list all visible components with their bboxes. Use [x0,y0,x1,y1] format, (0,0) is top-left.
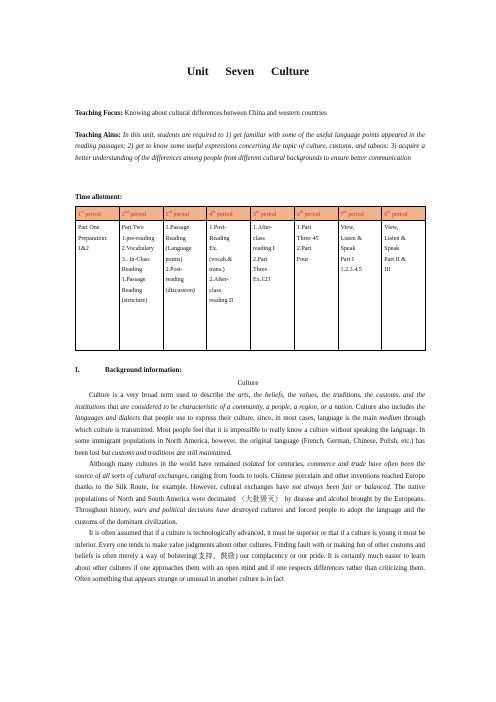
period-word: period [302,212,321,219]
text-run: isolated [242,461,265,468]
period-suffix: th [387,209,391,214]
text-run: , ranging from foods to tools. Chinese porcelain and other inventions reached Europe thanks to the Silk Route, for example. However, cultural exchanges have [75,472,425,491]
teaching-focus [75,108,425,119]
text-run: not always been fair or balanced [292,484,390,491]
paragraph [75,459,425,528]
period-word: period [259,212,277,219]
text-run: . Culture also includes [351,403,417,411]
period-header-2 [119,207,163,221]
text-run: medium [379,415,402,422]
culture-subheading: Culture [237,379,259,387]
text-run: Although many cultures in the world have remained [89,461,243,468]
period-number: 2 [121,212,125,219]
section-number: I. [75,366,80,374]
teaching-aims [75,130,425,164]
period-number: 1 [78,212,82,219]
period-header-7 [338,207,382,221]
period-header-3 [163,207,207,221]
period-word: period [390,212,408,219]
period-header-5 [251,207,295,221]
text-run: It is often assumed that if a culture is technologically advanced, it must be superior or that if a culture is young it must be inferior. Every one tends to make value judgments about other cultures. Finding fault with or making fun of other customs and beliefs is often merely a way of bolstering(支持、鼓励) our complacency or our pride. It is certainly much easier to learn about other cultures if one approaches them with an open mind and if one respects differences rather than criticizing them. Often something that appears strange or unusual in another culture is in fact [75,530,425,583]
period-content-4: 1.Post- Reading Ex. (vocab.& trans.) 2.After- class reading II [207,221,251,351]
text-run: the arts, the beliefs, the values, the traditions, the customs, and the institutions that are considered to be characteristic of a community, a people, a region, or a nation [75,392,425,411]
period-content-6: 1.Part Three 45 2.Part Four [294,221,338,351]
period-content-7: View, Listen & Speak Part I 1.2.3.4.5 [338,221,382,351]
period-suffix: th [256,209,260,214]
period-header-8 [382,207,426,221]
period-word: period [128,212,146,219]
teaching-aims-label: Teaching Aims: [75,132,121,139]
text-run: for centuries, [264,461,308,468]
period-number: 6 [296,212,300,219]
period-suffix: th [299,209,303,214]
period-number: 4 [209,212,213,219]
period-word: period [171,212,189,219]
period-number: 3 [165,212,169,219]
period-word: period [346,212,364,219]
period-content-1: Part One Preparation: 1&2 [76,221,120,351]
text-run: that people use to express their culture, since, in most cases, language is the main [140,415,380,422]
text-run: but customs and traditions are still maintained. [101,449,232,457]
teaching-aims-text: In this unit, students are required to 1) get familiar with some of the useful language points appeared in the reading passages; 2) get to know some useful expressions concerning the topic of culture, customs, and taboos; 3) acquire a better understanding of the differences among people from different cultural backgrounds to ensure better communication [75,132,426,162]
section-label: Background information: [105,366,182,374]
period-content-3: 1.Passage Reading (Language points) 2.Post- reading (discussion) [163,221,207,351]
text-run: the languages and dialects [75,403,425,422]
text-run: Culture is a very broad term used to describe [89,392,227,399]
teaching-focus-text: Knowing about cultural differences between China and western countries [122,110,327,117]
text-run: . The native populations of North and South America were decimated （大批毁灭） by disease and alcohol brought by the Europeans. Throughout history, [75,484,426,514]
period-number: 8 [384,212,388,219]
period-header-4 [207,207,251,221]
background-text [75,390,425,586]
text-run: and forced people to adopt the language and the customs of the dominant civilization. [75,507,425,526]
period-word: period [215,212,233,219]
period-suffix: th [212,209,216,214]
period-number: 7 [340,212,344,219]
period-header-1 [76,207,120,221]
period-suffix: st [81,209,84,214]
period-content-8: View, Listen & Speak Part II & III [382,221,426,351]
period-suffix: nd [124,209,129,214]
unit-title: Unit Seven Culture [186,66,310,78]
teaching-focus-label: Teaching Focus: [75,110,123,117]
text-run: wars and political decisions have destroyed cultures [133,507,283,514]
period-content-5: 1.After- class reading I 2.Part Three Ex.123 [251,221,295,351]
section-heading [75,366,182,374]
text-run: through which culture is transmitted. Most people feel that it is impossible to really know a culture without speaking the language. In some immigrant populations in North America, however, the original language (French, German, Chinese, Polish, etc.) has been lost [75,415,425,457]
period-word: period [83,212,101,219]
paragraph [75,528,425,586]
time-allotment-label: Time allotment: [75,194,123,201]
period-header-6 [294,207,338,221]
period-suffix: rd [168,209,172,214]
paragraph [75,390,425,459]
time-allotment-table [75,206,426,351]
text-run: commerce and trade have often been the source of all sorts of cultural exchanges [75,461,425,480]
period-number: 5 [253,212,257,219]
period-suffix: th [343,209,347,214]
period-content-2: Part Two 1.pre-reading 2.Vocabulary 3.. In-Class Reading 1.Passage Reading (structure) [119,221,163,351]
